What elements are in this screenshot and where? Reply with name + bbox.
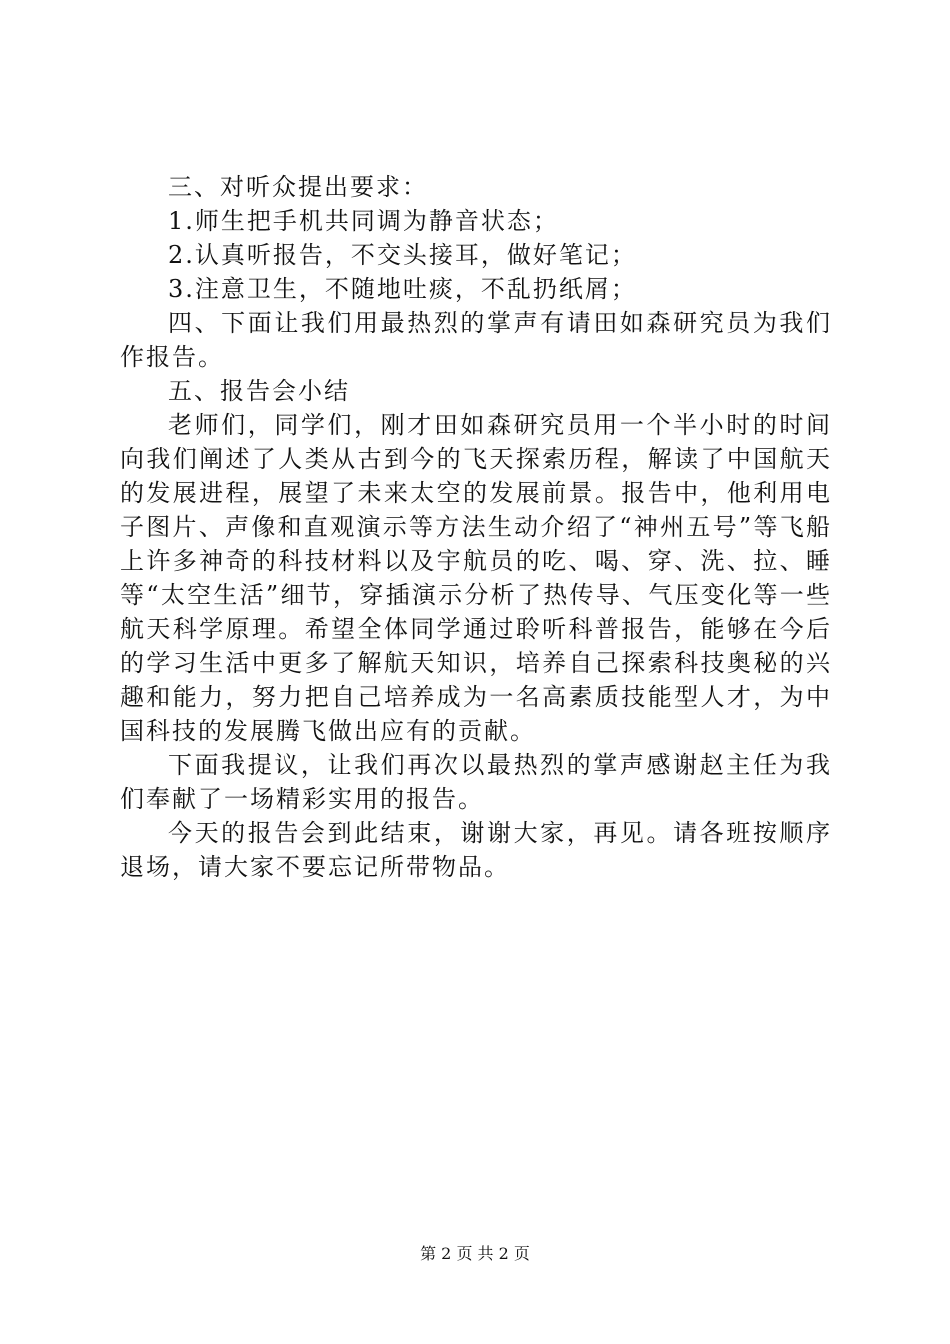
summary-heading: 五、报告会小结 [168,377,350,405]
requirement-item-3: 3.注意卫生，不随地吐痰，不乱扔纸屑； [168,275,637,303]
requirement-item-2: 2.认真听报告，不交头接耳，做好笔记； [168,241,637,269]
summary-paragraph: 老师们，同学们，刚才田如森研究员用一个半小时的时间向我们阐述了人类从古到今的飞天探索历程，解读了中国航天的发展进程，展望了未来太空的发展前景。报告中，他利用电子图片、声像和直观演示等方法生动介绍了“神州五号”等飞船上许多神奇的科技材料以及宇航员的吃、喝、穿、洗、拉、睡等“太空生活”细节，穿插演示分析了热传导、气压变化等一些航天科学原理。希望全体同学通过聆听科普报告，能够在今后的学习生活中更多了解航天知识，培养自己探索科技奥秘的兴趣和能力，努力把自己培养成为一名高素质技能型人才，为中国科技的发展腾飞做出应有的贡献。 [120,411,832,745]
page-footer: 第 2 页 共 2 页 [420,1244,530,1263]
requirements-heading: 三、对听众提出要求： [168,173,428,201]
requirement-item-1: 1.师生把手机共同调为静音状态； [168,207,559,235]
document-body [120,170,832,884]
thanks-paragraph: 下面我提议，让我们再次以最热烈的掌声感谢赵主任为我们奉献了一场精彩实用的报告。 [120,751,832,813]
closing-paragraph: 今天的报告会到此结束，谢谢大家，再见。请各班按顺序退场，请大家不要忘记所带物品。 [120,819,832,881]
speaker-invitation-paragraph: 四、下面让我们用最热烈的掌声有请田如森研究员为我们作报告。 [120,309,832,371]
